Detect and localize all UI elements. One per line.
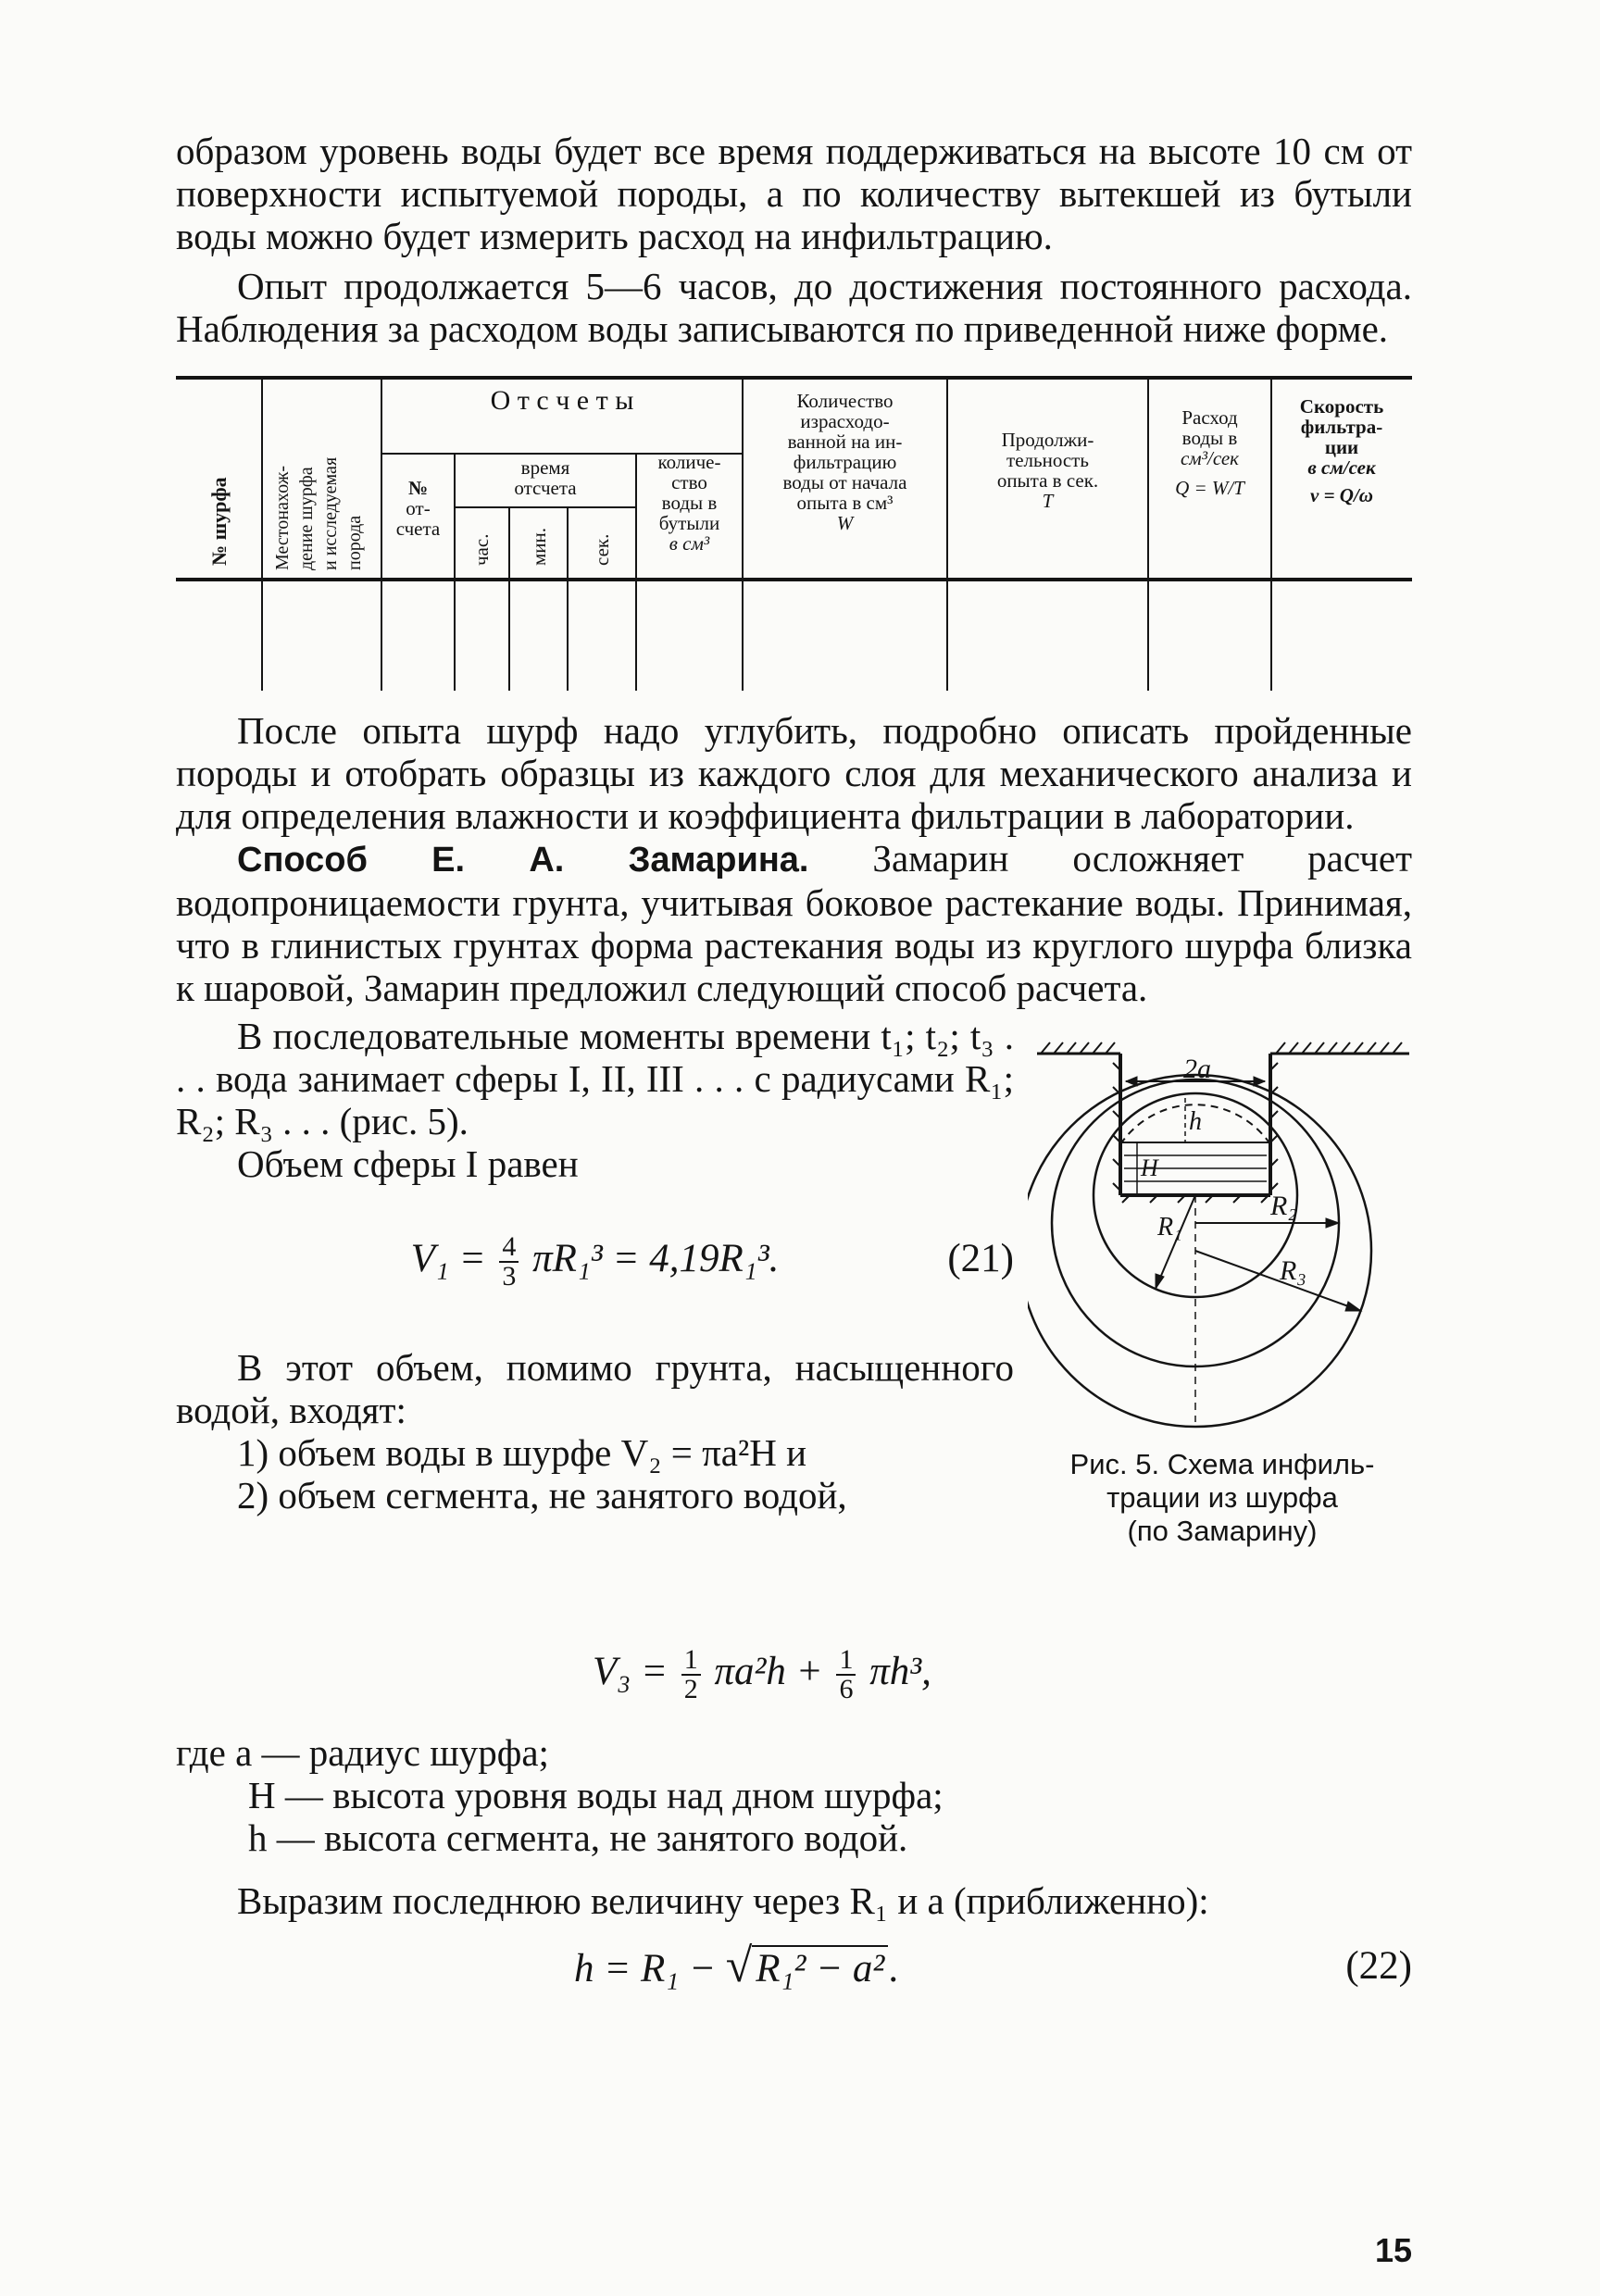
figure-wrap (176, 1015, 1412, 1681)
definition-h: h — высота сегмента, не занятого водой. (248, 1816, 908, 1859)
equation-v3: V₃ = $\frac{1}{2}$ πa²h + $\frac{1}{6}$ πh³, (593, 1644, 931, 1705)
col-rashod-total: Количество израсходо- ванной на ин- фильтрацию воды от начала опыта в см³ W (782, 390, 907, 534)
figure-5 (1028, 1005, 1417, 1445)
paragraph-8: Выразим последнюю величину через R₁ и a (приближенно): (237, 1879, 1209, 1922)
label-2a: 2a (1183, 1054, 1211, 1084)
col-min: мин. (528, 527, 550, 566)
paragraph-2: Опыт продолжается 5—6 часов, до достижения постоянного расхода. Наблюдения за расходом воды записываются по приведенной ниже форме. (176, 265, 1412, 350)
col-shurf: № шурфа (207, 477, 231, 566)
equation-number: (22) (1345, 1944, 1412, 1988)
equation-21: V₁ = $\frac{4}{3}$ πR₁³ = 4,19R₁³. (21) (410, 1231, 1014, 1292)
equation-22: h = R₁ − √R₁² − a². (22) (574, 1940, 1412, 1992)
fraction: $\frac{1}{2}$ (681, 1646, 701, 1703)
paragraph-7: В этот объем, помимо грунта, насыщенного водой, входят: (176, 1346, 1014, 1431)
col-rashod: Расход воды в см³/сек Q = W/T (1175, 406, 1244, 499)
left-column (176, 1015, 1014, 1516)
infiltration-diagram (1028, 1005, 1417, 1441)
paragraph-6: Объем сферы I равен (237, 1142, 579, 1185)
paragraph-3: После опыта шурф надо углубить, подробно описать пройденные породы и отобрать образцы из каждого слоя для механического анализа и для определения влажности и коэффициента фильтрации в лаборатории. (176, 709, 1412, 837)
col-speed: Скорость фильтра- ции в см/сек v = Q/ω (1299, 395, 1384, 506)
page (176, 130, 1412, 2269)
page-number: 15 (1374, 2231, 1412, 2269)
sqrt-sign: √ (725, 1940, 753, 1992)
label-R3: R₃ (1280, 1255, 1306, 1286)
list-item-2: 2) объем сегмента, не занятого водой, (237, 1474, 847, 1516)
equation-number: (21) (947, 1237, 1014, 1280)
observation-table (176, 376, 1412, 691)
label-H: H (1141, 1154, 1158, 1181)
label-h: h (1189, 1107, 1202, 1136)
definition-H: H — высота уровня воды над дном шурфа; (248, 1774, 944, 1816)
definition-a: где a — радиус шурфа; (176, 1731, 549, 1774)
col-chas: час. (470, 533, 493, 566)
paragraph-1: образом уровень воды будет все время поддерживаться на высоте 10 см от поверхности испытуемой породы, а по количеству вытекшей из бутыли воды можно будет измерить расход на инфильтрацию. (176, 130, 1412, 257)
paragraph-4: Способ Е. А. Замарина. Замарин осложняет расчет водопроницаемости грунта, учитывая боковое растекание воды. Принимая, что в глинистых грунтах форма растекания воды из круглого шурфа близка к шаровой, Замарин предложил следующий способ расчета. (176, 837, 1412, 1009)
col-place: Местонахож- дение шурфа и исследуемая порода (272, 456, 365, 570)
col-num: № от- счета (395, 477, 441, 540)
col-sek: сек. (591, 533, 613, 566)
fraction: $\frac{4}{3}$ (499, 1233, 519, 1291)
col-time: время отсчета (514, 456, 577, 499)
col-otschety: О т с ч е т ы (490, 385, 634, 416)
label-R1: R₁ (1157, 1213, 1182, 1242)
col-kolvo: количе- ство воды в бутыли в см³ (657, 451, 721, 555)
figure-caption: Рис. 5. Схема инфиль- трации из шурфа (по Замарину) (1069, 1448, 1375, 1547)
list-item-1: 1) объем воды в шурфе V₂ = πa²H и (237, 1431, 807, 1474)
section-heading: Способ Е. А. Замарина. (237, 841, 809, 880)
paragraph-5: В последовательные моменты времени t₁; t₂; t₃ . . . вода занимает сферы I, II, III . . . с радиусами R₁; R₂; R₃ . . . (рис. 5). (176, 1015, 1014, 1142)
definitions (176, 1731, 1412, 1859)
col-duration: Продолжи- тельность опыта в сек. T (996, 429, 1099, 512)
label-R2: R₂ (1270, 1191, 1297, 1221)
fraction: $\frac{1}{6}$ (836, 1646, 856, 1703)
